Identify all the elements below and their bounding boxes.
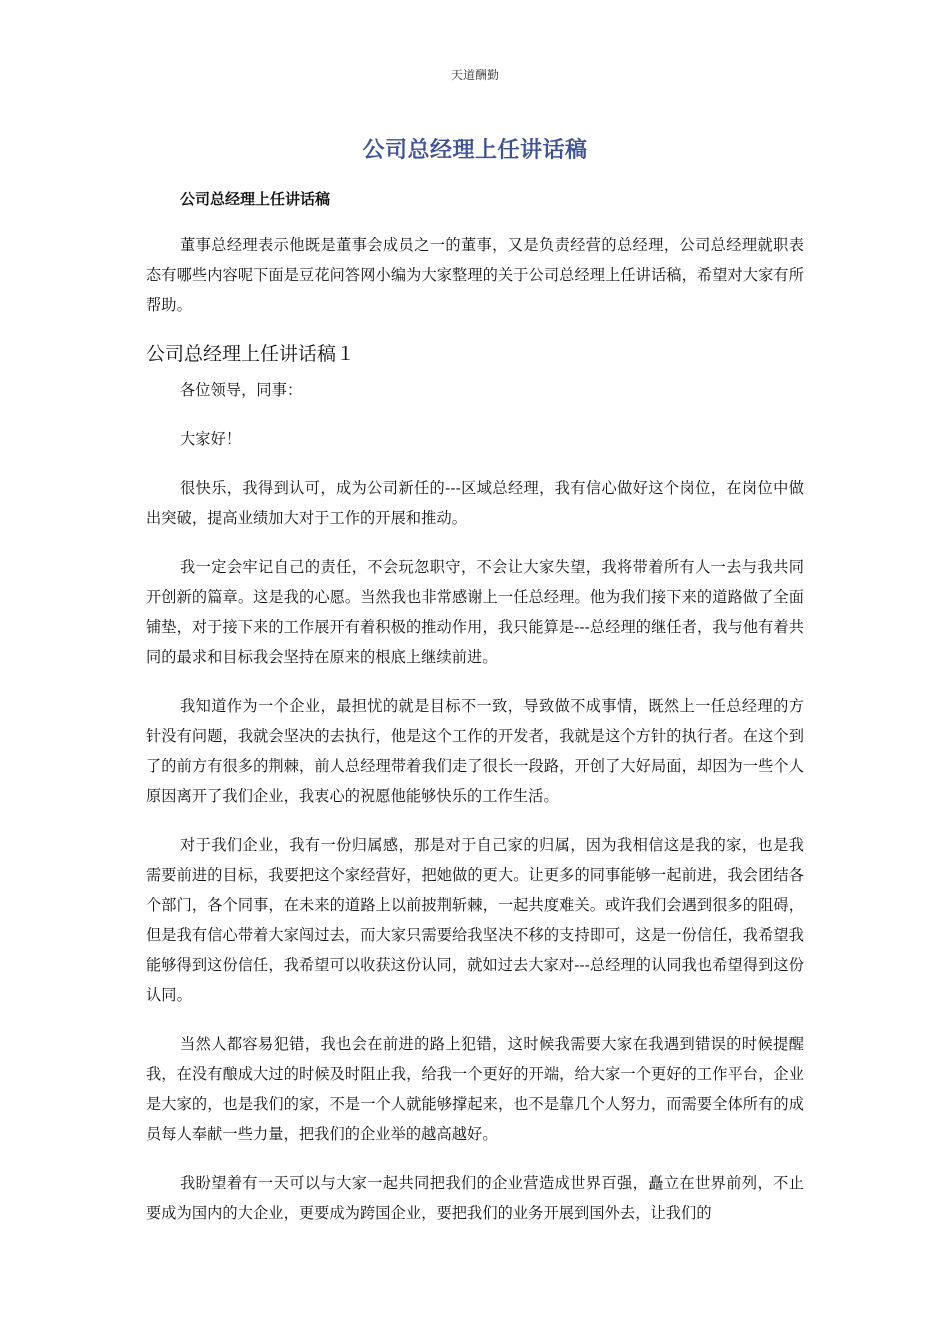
document-title: 公司总经理上任讲话稿 <box>362 138 588 163</box>
body-paragraph: 我盼望着有一天可以与大家一起共同把我们的企业营造成世界百强，矗立在世界前列，不止要成为国内的大企业，更要成为跨国企业，要把我们的业务开展到国外去，让我们的 <box>146 1174 804 1222</box>
body-paragraph: 很快乐，我得到认可，成为公司新任的---区域总经理，我有信心做好这个岗位，在岗位中做出突破，提高业绩加大对于工作的开展和推动。 <box>146 479 804 527</box>
body-paragraph: 我一定会牢记自己的责任，不会玩忽职守，不会让大家失望，我将带着所有人一去与我共同开创新的篇章。这是我的心愿。当然我也非常感谢上一任总经理。他为我们接下来的道路做了全面铺垫，对于接下来的工作展开有着积极的推动作用，我只能算是---总经理的继任者，我与他有着共同的最求和目标我会坚持在原来的根底上继续前进。 <box>146 558 804 666</box>
body-paragraph: 我知道作为一个企业，最担忧的就是目标不一致，导致做不成事情，既然上一任总经理的方针没有问题，我就会坚决的去执行，他是这个工作的开发者，我就是这个方针的执行者。在这个到了的前方有很多的荆棘，前人总经理带着我们走了很长一段路，开创了大好局面，却因为一些个人原因离开了我们企业，我衷心的祝愿他能够快乐的工作生活。 <box>146 697 804 805</box>
intro-paragraph: 董事总经理表示他既是董事会成员之一的董事，又是负责经营的总经理，公司总经理就职表态有哪些内容呢下面是豆花问答网小编为大家整理的关于公司总经理上任讲话稿，希望对大家有所帮助。 <box>146 236 804 314</box>
section-heading: 公司总经理上任讲话稿１ <box>146 343 356 365</box>
body-paragraph: 各位领导，同事： <box>180 381 303 399</box>
page-header: 天道酬勤 <box>450 68 499 82</box>
body-paragraph: 当然人都容易犯错，我也会在前进的路上犯错，这时候我需要大家在我遇到错误的时候提醒我，在没有酿成大过的时候及时阻止我，给我一个更好的开端，给大家一个更好的工作平台，企业是大家的，也是我们的家，不是一个人就能够撑起来，也不是靠几个人努力，而需要全体所有的成员每人奉献一些力量，把我们的企业举的越高越好。 <box>146 1035 804 1143</box>
document-body <box>146 230 804 1247</box>
body-paragraph: 大家好！ <box>180 430 242 448</box>
document-subtitle: 公司总经理上任讲话稿 <box>180 190 331 208</box>
body-paragraph: 对于我们企业，我有一份归属感，那是对于自己家的归属，因为我相信这是我的家，也是我需要前进的目标，我要把这个家经营好，把她做的更大。让更多的同事能够一起前进，我会团结各个部门，各个同事，在未来的道路上以前披荆斩棘，一起共度难关。或许我们会遇到很多的阻碍，但是我有信心带着大家闯过去，而大家只需要给我坚决不移的支持即可，这是一份信任，我希望我能够得到这份信任，我希望可以收获这份认同，就如过去大家对---总经理的认同我也希望得到这份认同。 <box>146 836 804 1004</box>
